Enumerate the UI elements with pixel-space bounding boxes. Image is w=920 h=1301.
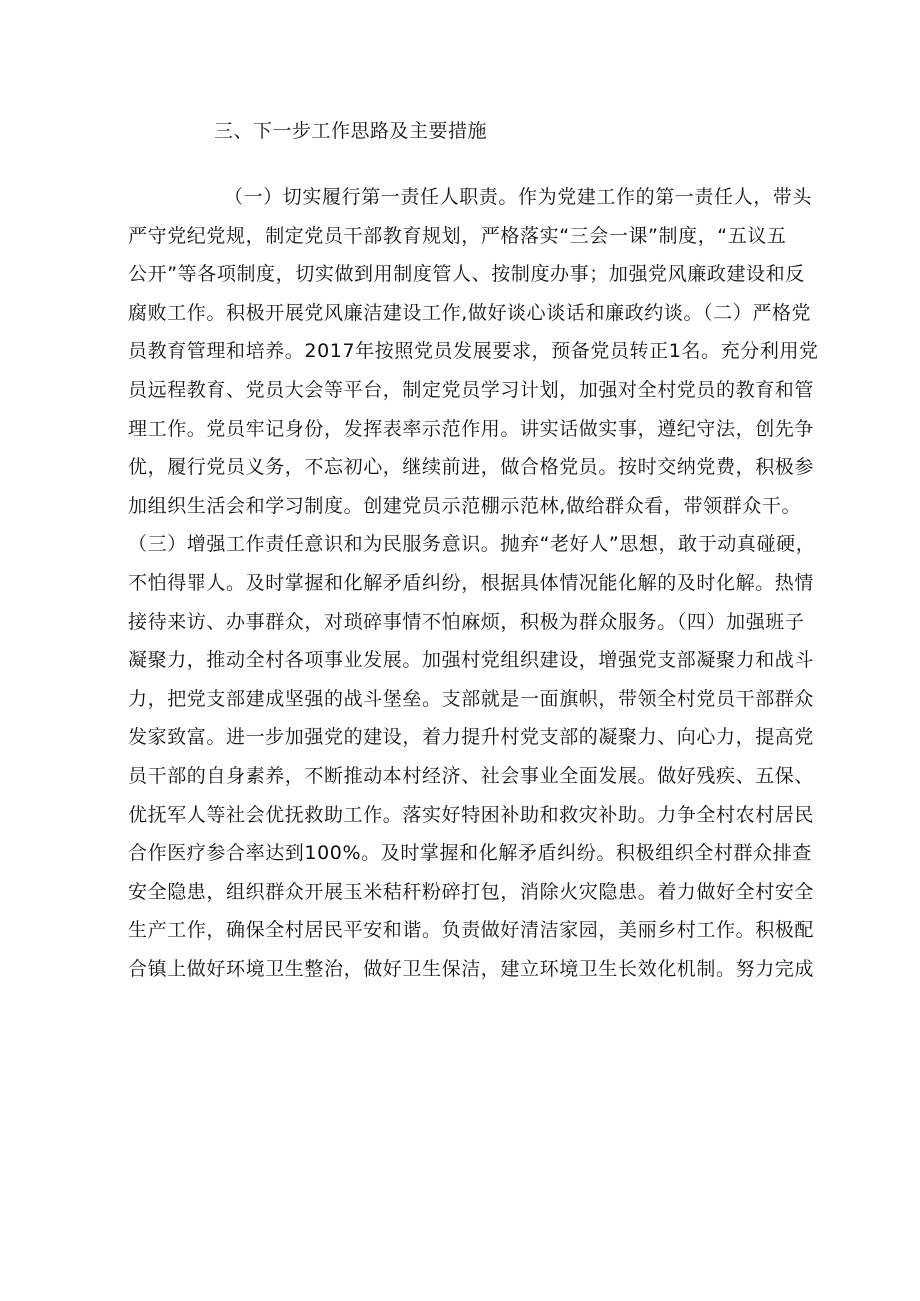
text-line: 加组织生活会和学习制度。创建党员示范棚示范林,做给群众看，带领群众干。 (128, 494, 802, 517)
text-line: 员干部的自身素养，不断推动本村经济、社会事业全面发展。做好残疾、五保、 (128, 764, 815, 787)
body-paragraph (128, 184, 819, 994)
text-line: 优抚军人等社会优抚救助工作。落实好特困补助和救灾补助。力争全村农村居民 (128, 803, 815, 826)
text-line: 生产工作，确保全村居民平安和谐。负责做好清洁家园，美丽乡村工作。积极配 (128, 919, 815, 942)
text-line: （三）增强工作责任意识和为民服务意识。抛弃“老好人”思想，敢于动真碰硬， (128, 533, 816, 556)
text-line: 接待来访、办事群众，对琐碎事情不怕麻烦，积极为群众服务。（四）加强班子 (128, 610, 805, 633)
text-line: 发家致富。进一步加强党的建设，着力提升村党支部的凝聚力、向心力，提高党 (128, 726, 815, 749)
text-line: 凝聚力，推动全村各项事业发展。加强村党组织建设，增强党支部凝聚力和战斗 (128, 649, 815, 672)
text-line: 理工作。党员牢记身份，发挥表率示范作用。讲实话做实事，遵纪守法，创先争 (128, 417, 815, 440)
text-line: 员远程教育、党员大会等平台，制定党员学习计划，加强对全村党员的教育和管 (128, 378, 815, 401)
text-line: （一）切实履行第一责任人职责。作为党建工作的第一责任人，带头 (224, 186, 813, 208)
text-line: 安全隐患，组织群众开展玉米秸秆粉碎打包，消除火灾隐患。着力做好全村安全 (128, 880, 815, 903)
text-line: 不怕得罪人。及时掌握和化解矛盾纠纷，根据具体情况能化解的及时化解。热情 (128, 571, 815, 594)
section-heading: 三、下一步工作思路及主要措施 (214, 120, 488, 142)
text-line: 员教育管理和培养。2017年按照党员发展要求，预备党员转正1名。充分利用党 (128, 340, 819, 363)
text-line: 力，把党支部建成坚强的战斗堡垒。支部就是一面旗帜，带领全村党员干部群众 (128, 687, 815, 710)
text-line: 合作医疗参合率达到100%。及时掌握和化解矛盾纠纷。积极组织全村群众排查 (128, 842, 812, 865)
text-line: 合镇上做好环境卫生整治，做好卫生保洁，建立环境卫生长效化机制。努力完成 (128, 957, 815, 980)
text-line: 公开”等各项制度，切实做到用制度管人、按制度办事；加强党风廉政建设和反 (128, 263, 805, 286)
text-line: 腐败工作。积极开展党风廉洁建设工作,做好谈心谈话和廉政约谈。（二）严格党 (128, 301, 812, 324)
text-line: 优，履行党员义务，不忘初心，继续前进，做合格党员。按时交纳党费，积极参 (128, 456, 815, 479)
text-line: 严守党纪党规，制定党员干部教育规划，严格落实“三会一课”制度，“五议五 (128, 224, 787, 247)
